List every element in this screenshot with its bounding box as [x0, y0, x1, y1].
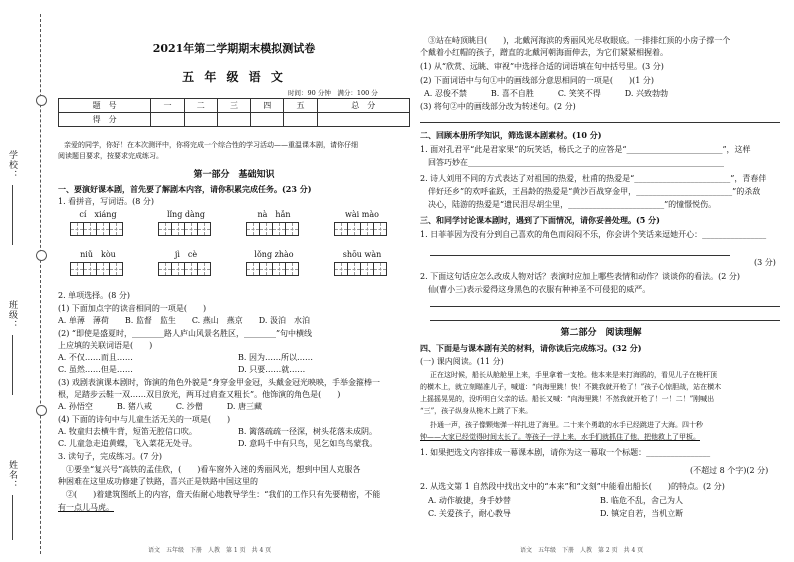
seal-circle — [36, 405, 47, 416]
pinyin-label: nà hǎn — [257, 210, 291, 219]
page-footer: 语文 五年级 下册 人教 第 1 页 共 4 页 — [148, 547, 272, 554]
passage-line: 正在这时候，船长从舱舱里上来，手里拿着一支枪。他本来是来打海鸥的，看见儿子在桅杆顶 — [430, 371, 717, 379]
writing-grid[interactable] — [334, 262, 386, 276]
passage-line: “三”，孩子纵身从桅木上跳了下来。 — [420, 407, 533, 415]
pinyin-label: lǒng zhào — [254, 250, 294, 259]
score-cell[interactable] — [151, 113, 184, 127]
option: B. 篱落疏疏一径深，树头花落未成阴。 — [238, 427, 377, 436]
question: 根，足踏步云鞋一双……双目放光，两耳过肩查又粗长”。他饰演的角色是( ) — [58, 390, 341, 399]
time-score: 时间：90 分钟 满分：100 分 — [288, 89, 378, 97]
passage-line: 上摇摇晃晃的，没听明白父亲的话。船长又喊：“向海里跳！不然我就开枪了！一！二！”刚喊出 — [420, 395, 715, 403]
question: 决心，陆游的热爱是“遗民泪尽胡尘里，________________________”的憧憬悦伤。 — [428, 200, 717, 209]
option: D. 只要……就…… — [238, 365, 306, 374]
table-cell: 得 分 — [59, 113, 151, 127]
pinyin-label: shōu wàn — [342, 250, 382, 259]
table-cell: 题 号 — [59, 99, 151, 113]
option: C. 虽然……但是…… — [58, 365, 133, 374]
pinyin-label: cí xiáng — [79, 210, 117, 219]
pinyin-label: jì cè — [174, 250, 198, 259]
question: 1. 如果把选文内容排成一幕课本剧，请你为这一幕取一个标题：________________ — [420, 448, 711, 457]
option: C. 儿童急走追黄蝶，飞入菜花无处寻。 — [58, 439, 197, 448]
writing-grid[interactable] — [334, 222, 386, 236]
left-page — [58, 0, 410, 562]
passage-line: 扑通一声，孩子像颗炮弹一样扎进了海里。二十来个勇敢的水手已经跳进了大海。四十秒 — [430, 421, 703, 429]
options: A. 单薄 薄荷 B. 监督 监生 C. 燕山 燕京 D. 汲泊 水泊 — [58, 316, 310, 325]
sentence: 有一点儿马虎。 — [58, 503, 114, 512]
question: 伴好还乡”的欢呼雀跃，王昌龄的热爱是“黄沙百战穿金甲，________________________”的杀敌 — [428, 187, 761, 196]
table-cell: 二 — [184, 99, 217, 113]
question: 3. 读句子，完成练习。(7 分) — [58, 452, 163, 461]
writing-grid[interactable] — [158, 222, 210, 236]
writing-grid[interactable] — [246, 222, 298, 236]
option: C. 关爱孩子，耐心教导 — [428, 509, 511, 518]
question: (2) “即使是盛夏时，________路人庐山风景名胜区，________”句中横线 — [58, 329, 313, 338]
table-cell: 四 — [251, 99, 284, 113]
question: 1. 日菲菲因为没有分到自己喜欢的角色而闷闷不乐，你会讲个笑话来逗她开心：________________ — [420, 230, 767, 239]
question: 2. 下面这句话应怎么改成人物对话？表演时应加上哪些表情和动作？谈谈你的看法。(2 分) — [420, 272, 741, 281]
section-heading: 三、和同学讨论课本剧时，遇到了下面情况，请你妥善处理。(5 分) — [420, 215, 660, 225]
class-label: 班级： — [7, 300, 17, 330]
table-cell: 三 — [217, 99, 250, 113]
answer-line[interactable] — [430, 320, 780, 321]
writing-grid[interactable] — [70, 222, 122, 236]
pinyin-label: niǔ kòu — [80, 250, 116, 259]
option: A. 不仅……而且…… — [58, 353, 133, 362]
score-cell[interactable] — [284, 113, 317, 127]
part1-title: 第一部分 基础知识 — [193, 170, 275, 180]
pinyin-label: wài mào — [345, 210, 379, 219]
page-footer: 语文 五年级 下册 人教 第 2 页 共 4 页 — [520, 547, 644, 554]
exam-title: 2021年第二学期期末模拟测试卷 — [152, 42, 316, 55]
question: 2. 从选文第 1 自然段中找出文中的“本来”和“文刻”中能看出船长( )的特点。(2 分) — [420, 482, 725, 491]
writing-grid[interactable] — [70, 262, 122, 276]
writing-grid[interactable] — [158, 262, 210, 276]
question: 1. 面对孔君平“此是君家果”的玩笑话，杨氏之子的应答是“________________________”，这样 — [420, 145, 751, 154]
question: 仙(曹小三)表示爱得这身黑色的衣服有种神圣不可侵犯的威严。 — [428, 285, 651, 294]
seal-circle — [36, 250, 47, 261]
section-heading: 二、回顾本册所学知识，筛选课本剧素材。(10 分) — [420, 130, 602, 140]
right-page — [420, 0, 782, 562]
school-field[interactable] — [12, 185, 13, 245]
option: B. 临危不乱，舍己为人 — [600, 496, 683, 505]
question: 回答巧妙在________________________________________________________________ — [428, 158, 724, 167]
question: (1) 下面加点字的读音相同的一项是( ) — [58, 304, 207, 313]
question: 上应填的关联词语是( ) — [58, 341, 153, 350]
pinyin-label: lǐng dàng — [166, 210, 206, 219]
points: (不超过 8 个字)(2 分) — [690, 466, 769, 475]
table-row — [59, 99, 410, 113]
question: 1. 看拼音，写词语。(8 分) — [58, 197, 155, 206]
name-label: 姓名： — [7, 460, 17, 490]
option: D. 镇定自若，当机立断 — [600, 509, 684, 518]
binding-spine — [0, 0, 58, 562]
points: (3 分) — [754, 258, 776, 267]
part2-title: 第二部分 阅读理解 — [560, 328, 642, 338]
question: 2. 诗人刘用不同的方式表达了对祖国的热爱，杜甫的热爱是“________________________”，青春伴 — [420, 174, 767, 183]
name-field[interactable] — [12, 495, 13, 540]
answer-line[interactable] — [430, 255, 730, 256]
table-cell: 总 分 — [317, 99, 409, 113]
answer-line[interactable] — [420, 122, 780, 123]
options: A. 忍俊不禁 B. 喜不自胜 C. 笑笑不得 D. 兴致勃勃 — [424, 89, 668, 98]
section-heading: 一、要演好课本剧，首先要了解剧本内容，请你积累完成任务。(23 分) — [58, 184, 312, 194]
score-table — [58, 98, 410, 127]
score-cell[interactable] — [251, 113, 284, 127]
score-cell[interactable] — [184, 113, 217, 127]
passage-line: 的横木上，就立刻瞄准儿子，喊道：“向海里跳！快！不跳我就开枪了！”孩子心惊胆战，站在横木 — [420, 383, 722, 391]
question: (4) 下面的诗句中与儿童生活无关的一项是( ) — [58, 415, 231, 424]
option: D. 意吗千中有只鸟，见乞如鸟鸟蒙我。 — [238, 439, 378, 448]
question: 2. 单项选择。(8 分) — [58, 291, 131, 300]
answer-line[interactable] — [430, 306, 780, 307]
sentence: 种困难在这里成功修建了铁路，喜兴正是铁路中国这里的 — [58, 477, 258, 486]
score-cell[interactable] — [217, 113, 250, 127]
sentence: ②( )着建筑图纸上的内容，詹天佑耐心地教导学生：“我们的工作只有先要精密，不能 — [66, 490, 381, 499]
options: A. 孙悟空 B. 猪八戒 C. 沙僧 D. 唐三藏 — [58, 402, 262, 411]
option: A. 动作敏捷，身手妙替 — [428, 496, 511, 505]
section-heading: 四、下面是与课本剧有关的材料，请你读后完成练习。(32 分) — [420, 343, 642, 353]
option: A. 牧童归去横牛背，短笛无腔信口吹。 — [58, 427, 197, 436]
question: (3) 将句②中的画线部分改为转述句。(2 分) — [420, 102, 576, 111]
score-cell[interactable] — [317, 113, 409, 127]
seal-circle — [36, 95, 47, 106]
question: (3) 戏剧表演课本剧时，饰演的角色外貌是“身穿金甲金冠，头戴金冠光映映，手举金箍棒一 — [58, 378, 380, 387]
table-cell: 五 — [284, 99, 317, 113]
subject-title: 五 年 级 语 文 — [182, 70, 286, 84]
option: B. 因为……所以…… — [238, 353, 313, 362]
writing-grid[interactable] — [246, 262, 298, 276]
question: (1) 从“欣赏、远眺、审视”中选择合适的词语填在句中括号里。(3 分) — [420, 62, 664, 71]
table-row — [59, 113, 410, 127]
subsection: (一) 课内阅读。(11 分) — [420, 357, 504, 366]
question: (2) 下面词语中与句①中的画线部分意思相同的一项是( )(1 分) — [420, 76, 654, 85]
intro-text: 阅读题目要求，按要求完成练习。 — [58, 152, 163, 160]
table-cell: 一 — [151, 99, 184, 113]
sentence: ①要坐“复兴号”高铁的孟佳欣，( )看车窗外入迷的秀丽风光，想到中国人克服各 — [66, 465, 361, 474]
class-field[interactable] — [12, 335, 13, 395]
school-label: 学校： — [7, 150, 17, 180]
passage-line: 钟——大家已经觉得时间太长了。等孩子一浮上来，水手们就抓住了他，把他救上了甲板。 — [420, 433, 700, 441]
sentence: ③站在峙顶眺目( )，北戴河海滨的秀丽风光尽收眼底。一排排红顶的小房子撑一个 — [428, 36, 731, 45]
intro-text: 亲爱的同学，你好！在本次测评中，你将完成一个综合性的学习活动——重温课本剧，请你仔细 — [64, 141, 358, 149]
sentence: 个戴着小红帽的孩子，蹭直的北戴河朝海面伸去，为它们紧紧相握着。 — [420, 48, 668, 57]
